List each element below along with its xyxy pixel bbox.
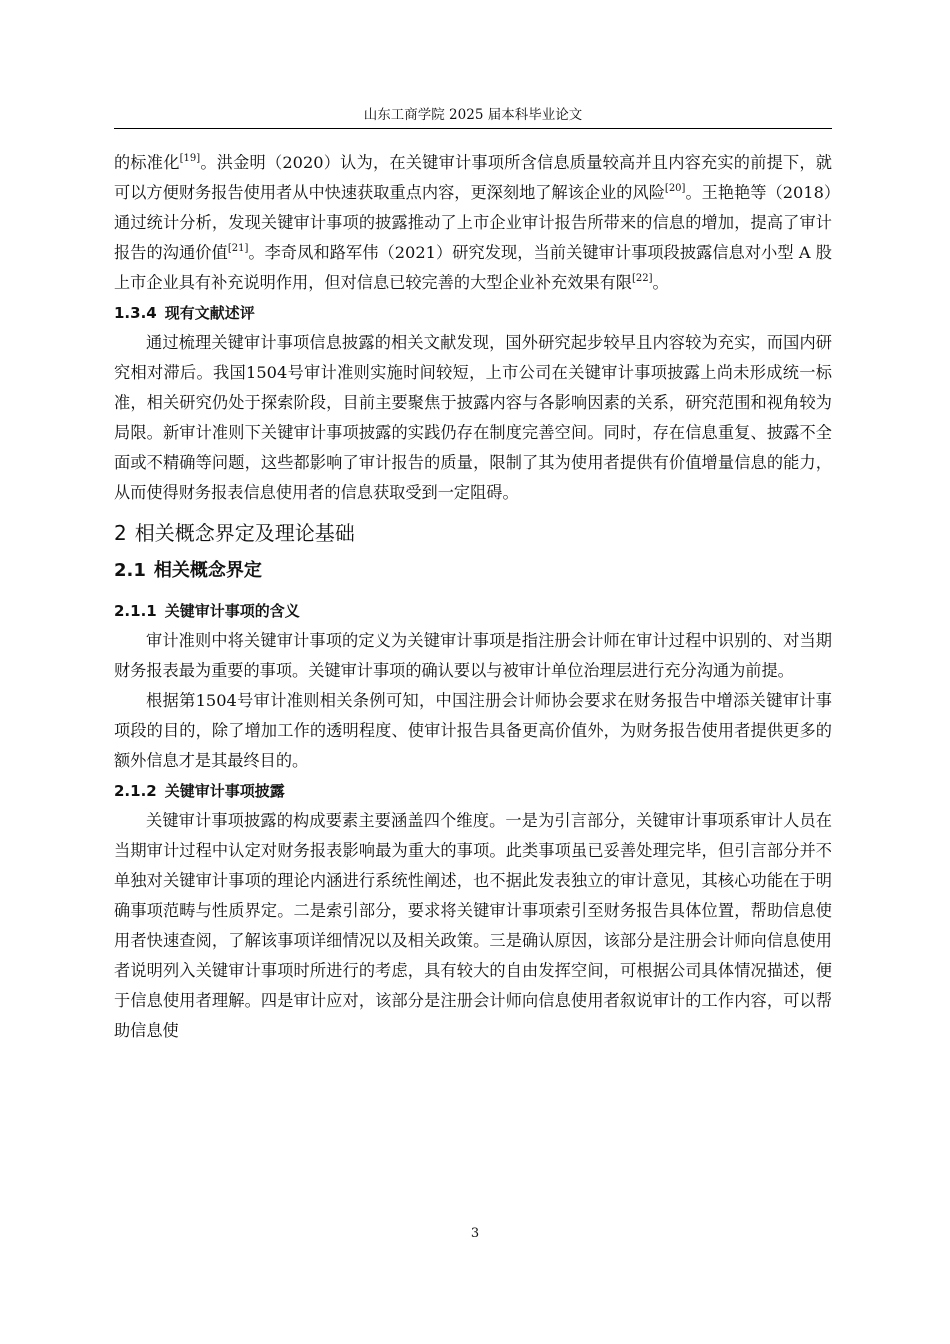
page-body bbox=[114, 148, 832, 1046]
citation-ref: [19] bbox=[179, 153, 201, 164]
heading-title: 关键审计事项的含义 bbox=[164, 602, 300, 620]
page-number: 3 bbox=[470, 1226, 480, 1241]
citation-ref: [20] bbox=[664, 183, 686, 194]
text-run: 。洪金明（2020）认为，在关键审计事项所含信息质量较高并且内容充实的前提下，就可以方便财务报告使用者从中快速获取重点内容，更深刻地了解该企业的风险 bbox=[114, 153, 832, 202]
text-run: 。 bbox=[652, 273, 669, 292]
header-rule bbox=[114, 128, 832, 129]
paragraph-disclosure-elements: 关键审计事项披露的构成要素主要涵盖四个维度。一是为引言部分，关键审计事项系审计人员在当期审计过程中认定对财务报表影响最为重大的事项。此类事项虽已妥善处理完毕，但引言部分并不单独对关键审计事项的理论内涵进行系统性阐述，也不据此发表独立的审计意见，其核心功能在于明确事项范畴与性质界定。二是索引部分，要求将关键审计事项索引至财务报告具体位置，帮助信息使用者快速查阅，了解该事项详细情况以及相关政策。三是确认原因，该部分是注册会计师向信息使用者说明列入关键审计事项时所进行的考虑，具有较大的自由发挥空间，可根据公司具体情况描述，便于信息使用者理解。四是审计应对，该部分是注册会计师向信息使用者叙说审计的工作内容，可以帮助信息使 bbox=[114, 811, 832, 1040]
text-run: 的标准化 bbox=[114, 153, 180, 172]
heading-1-3-4 bbox=[114, 298, 832, 328]
heading-number: 2 bbox=[114, 521, 127, 545]
heading-2 bbox=[114, 518, 832, 548]
paragraph-definition: 审计准则中将关键审计事项的定义为关键审计事项是指注册会计师在审计过程中识别的、对当期财务报表最为重要的事项。关键审计事项的确认要以与被审计单位治理层进行充分沟通为前提。 bbox=[114, 631, 832, 680]
heading-title: 相关概念界定 bbox=[153, 560, 262, 581]
text-run: 。王艳艳等（2018）通过统计分析，发现关键审计事项的披露推动了上市企业审计报告所带来的信息的增加，提高了审计报告的沟通价值 bbox=[114, 183, 832, 262]
heading-number: 2.1.1 bbox=[114, 602, 157, 620]
paragraph-purpose: 根据第1504号审计准则相关条例可知，中国注册会计师协会要求在财务报告中增添关键审计事项段的目的，除了增加工作的透明程度、使审计报告具备更高价值外，为财务报告使用者提供更多的额外信息才是其最终目的。 bbox=[114, 691, 832, 770]
citation-ref: [22] bbox=[632, 273, 653, 284]
text-run: 。李奇凤和路军伟（2021）研究发现，当前关键审计事项段披露信息对小型 A 股上市企业具有补充说明作用，但对信息已较完善的大型企业补充效果有限 bbox=[114, 243, 832, 292]
citation-ref: [21] bbox=[227, 243, 249, 254]
heading-number: 1.3.4 bbox=[114, 304, 157, 322]
heading-number: 2.1 bbox=[114, 560, 146, 581]
running-header: 山东工商学院 2025 届本科毕业论文 bbox=[363, 107, 583, 123]
heading-title: 相关概念界定及理论基础 bbox=[134, 521, 355, 545]
heading-2-1-1 bbox=[114, 596, 832, 626]
paragraph-literature-continued bbox=[114, 148, 832, 298]
paragraph-literature-review: 通过梳理关键审计事项信息披露的相关文献发现，国外研究起步较早且内容较为充实，而国内研究相对滞后。我国1504号审计准则实施时间较短，上市公司在关键审计事项披露上尚未形成统一标准，相关研究仍处于探索阶段，目前主要聚焦于披露内容与各影响因素的关系，研究范围和视角较为局限。新审计准则下关键审计事项披露的实践仍存在制度完善空间。同时，存在信息重复、披露不全面或不精确等问题，这些都影响了审计报告的质量，限制了其为使用者提供有价值增量信息的能力，从而使得财务报表信息使用者的信息获取受到一定阻碍。 bbox=[114, 333, 832, 502]
heading-2-1 bbox=[114, 556, 832, 586]
heading-title: 关键审计事项披露 bbox=[164, 782, 285, 800]
heading-number: 2.1.2 bbox=[114, 782, 157, 800]
heading-title: 现有文献述评 bbox=[164, 304, 255, 322]
heading-2-1-2 bbox=[114, 776, 832, 806]
